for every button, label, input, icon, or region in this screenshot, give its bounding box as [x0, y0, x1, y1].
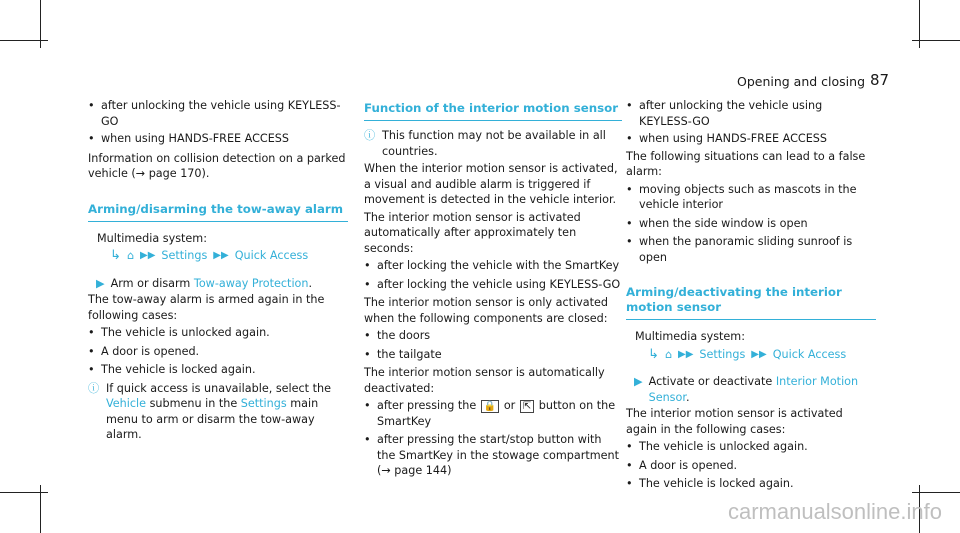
note-text: main menu to arm or disarm the tow-away alarm. [106, 397, 319, 441]
path-arrow-icon: ↳ [648, 346, 659, 362]
list-item: • after locking the vehicle using KEYLESS-GO [364, 277, 622, 293]
watermark: carmanualsonline.info [727, 499, 942, 524]
list-item: • when the side window is open [626, 216, 876, 232]
home-icon: ⌂ [126, 249, 135, 262]
chevron-icon: ▶▶ [678, 348, 694, 360]
paragraph: The interior motion sensor is activated automatically after approximately ten seconds: [364, 210, 581, 255]
paragraph: The following situations can lead to a false alarm: [626, 149, 866, 178]
crop-mark [912, 40, 960, 41]
note-text: This function may not be available in all countries. [382, 129, 606, 158]
chevron-icon: ▶▶ [213, 250, 229, 261]
interior-motion-sensor-link[interactable]: Interior Motion Sensor [648, 375, 859, 404]
column-middle [364, 98, 622, 479]
page-number: 87 [870, 71, 890, 89]
list-item: • when the panoramic sliding sunroof is open [626, 234, 876, 265]
heading-rule [626, 319, 876, 320]
step [88, 276, 348, 292]
path-settings[interactable]: Settings [161, 249, 208, 262]
list-text: after pressing the [377, 399, 477, 412]
list-text: or [503, 399, 516, 412]
paragraph: The interior motion sensor is activated again in the following cases: [626, 407, 843, 436]
settings-link[interactable]: Settings [240, 397, 287, 410]
chevron-icon: ▶▶ [751, 348, 767, 360]
path-settings[interactable]: Settings [699, 347, 746, 361]
list-item: • when using HANDS-FREE ACCESS [626, 131, 876, 147]
step-suffix: . [685, 390, 690, 404]
tailgate-key-icon: ⇱ [520, 400, 534, 413]
section-heading: Arming/deactivating the interior motion sensor [626, 285, 842, 314]
section-heading: Arming/disarming the tow-away alarm [88, 201, 344, 216]
tow-away-protection-link[interactable]: Tow-away Protection [193, 276, 309, 290]
home-icon: ⌂ [664, 347, 673, 361]
paragraph: The tow-away alarm is armed again in the following cases: [88, 293, 325, 322]
list-item: • the doors [364, 328, 622, 344]
heading-rule [364, 120, 622, 121]
step-suffix: . [308, 276, 313, 290]
heading-rule [88, 221, 348, 222]
paragraph: When the interior motion sensor is activated, a visual and audible alarm is triggered if movement is detected in the vehicle interior. [364, 162, 618, 206]
list-item: • when using HANDS-FREE ACCESS [88, 131, 348, 147]
chevron-icon: ▶▶ [140, 250, 156, 261]
section-header: Opening and closing [736, 74, 865, 89]
list-item: • after unlocking the vehicle using KEYLESS-GO [626, 98, 876, 129]
paragraph: The interior motion sensor is only activated when the following components are closed: [364, 296, 608, 325]
info-icon: ⓘ [88, 381, 100, 395]
list-item: • moving objects such as mascots in the vehicle interior [626, 182, 876, 213]
list-item: • The vehicle is locked again. [626, 476, 876, 492]
step-text: Activate or deactivate [648, 375, 773, 388]
list-item [364, 398, 622, 429]
step-icon: ▶ [96, 276, 105, 290]
crop-mark [0, 40, 48, 41]
list-item: • A door is opened. [626, 458, 876, 474]
vehicle-link[interactable]: Vehicle [106, 397, 147, 410]
info-text: Information on collision detection on a parked vehicle (→ page 170). [88, 151, 346, 180]
list-item: • A door is opened. [88, 344, 348, 360]
list-item: • The vehicle is unlocked again. [626, 439, 876, 455]
list-text: button on the SmartKey [377, 399, 616, 428]
step-text: Arm or disarm [110, 276, 191, 290]
path-quick-access[interactable]: Quick Access [772, 347, 847, 361]
menu-path [88, 248, 348, 264]
list-item: • The vehicle is locked again. [88, 362, 348, 378]
note [364, 128, 622, 159]
multimedia-label: Multimedia system: [635, 330, 745, 343]
step [626, 374, 876, 405]
list-item: • after unlocking the vehicle using KEYLESS-GO [88, 98, 348, 129]
menu-path [626, 347, 876, 363]
lock-key-icon: 🔒 [481, 400, 499, 413]
multimedia-label: Multimedia system: [97, 231, 207, 245]
list-item: • The vehicle is unlocked again. [88, 325, 348, 341]
list-item: • after locking the vehicle with the SmartKey [364, 258, 622, 274]
step-icon: ▶ [634, 375, 643, 388]
crop-mark [0, 492, 48, 493]
list-item: • the tailgate [364, 347, 622, 363]
note-text: submenu in the [149, 397, 238, 410]
section-heading: Function of the interior motion sensor [364, 101, 619, 115]
list-item: • after pressing the start/stop button with the SmartKey in the stowage compartment (→ page 144) [364, 432, 622, 479]
crop-mark [912, 492, 960, 493]
paragraph: The interior motion sensor is automatically deactivated: [364, 366, 605, 395]
column-right [626, 98, 876, 492]
note [88, 381, 348, 443]
path-arrow-icon: ↳ [110, 248, 121, 263]
info-icon: ⓘ [364, 129, 376, 142]
column-left [88, 98, 348, 443]
path-quick-access[interactable]: Quick Access [234, 249, 309, 262]
note-text: If quick access is unavailable, select the [106, 381, 331, 395]
